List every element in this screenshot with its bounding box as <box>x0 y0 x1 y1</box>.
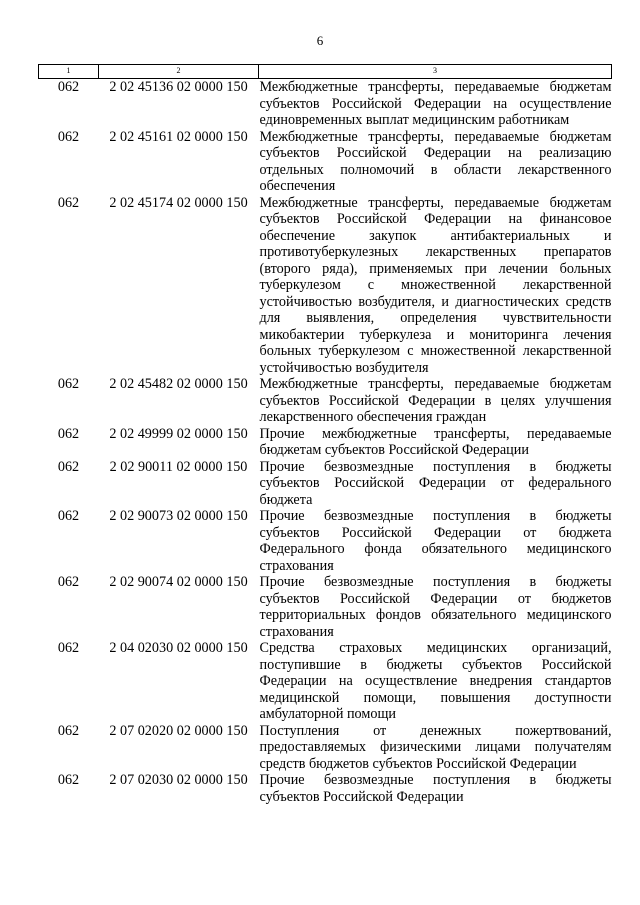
income-name-cell: Поступления от денежных пожертвований, предоставляемых физическими лицами получателям средств бюджетов субъектов Российской Федерации <box>259 722 612 772</box>
column-header-1: 1 <box>39 65 99 79</box>
budget-classification-table <box>38 64 612 805</box>
income-code-cell: 2 02 45482 02 0000 150 <box>109 376 248 392</box>
table-row <box>39 574 612 640</box>
table-row <box>39 426 612 459</box>
admin-code-cell: 062 <box>57 640 80 656</box>
income-name-cell: Прочие безвозмездные поступления в бюджеты субъектов Российской Федерации от бюджетов территориальных фондов обязательного медицинского страхования <box>259 574 612 640</box>
column-header-2: 2 <box>99 65 259 79</box>
table-header <box>39 65 612 79</box>
income-code-cell: 2 02 45174 02 0000 150 <box>109 194 248 211</box>
table-row <box>39 459 612 509</box>
header-row <box>39 65 612 79</box>
admin-code-cell: 062 <box>57 79 80 95</box>
admin-code-cell: 062 <box>57 722 80 739</box>
page-number: 6 <box>316 33 324 48</box>
income-name-cell: Межбюджетные трансферты, передаваемые бюджетам субъектов Российской Федерации на реализацию отдельных полномочий в области лекарственного обеспечения <box>259 128 612 194</box>
income-code-cell: 2 02 49999 02 0000 150 <box>109 425 248 442</box>
table-row <box>39 508 612 574</box>
table-row <box>39 79 612 129</box>
income-name-cell: Межбюджетные трансферты, передаваемые бюджетам субъектов Российской Федерации на финансовое обеспечение закупок антибактериальных и противотуберкулезных лекарственных препаратов (второго ряда), применяемых при лечении больных туберкулезом с множественной лекарственной устойчивостью возбудителя, и диагностических средств для выявления, определения чувствительности микобактерии туберкулеза и мониторинга лечения больных туберкулезом с множественной лекарственной устойчивостью возбудителя <box>259 194 612 376</box>
income-code-cell: 2 02 90074 02 0000 150 <box>109 574 248 590</box>
table-row <box>39 723 612 773</box>
income-name-cell: Средства страховых медицинских организаций, поступившие в бюджеты субъектов Российской Федерации на осуществление внедрения стандартов медицинской помощи, повышения доступности амбулаторной помощи <box>259 640 612 722</box>
table-row <box>39 772 612 805</box>
income-name-cell: Межбюджетные трансферты, передаваемые бюджетам субъектов Российской Федерации в целях улучшения лекарственного обеспечения граждан <box>259 376 612 425</box>
income-code-cell: 2 02 90073 02 0000 150 <box>109 508 248 524</box>
income-code-cell: 2 02 45136 02 0000 150 <box>109 79 248 95</box>
income-name-cell: Прочие безвозмездные поступления в бюджеты субъектов Российской Федерации от бюджета Федерального фонда обязательного медицинского страхования <box>259 508 612 574</box>
admin-code-cell: 062 <box>57 376 80 392</box>
income-code-cell: 2 02 90011 02 0000 150 <box>109 458 248 475</box>
table-row <box>39 195 612 377</box>
admin-code-cell: 062 <box>57 574 80 590</box>
admin-code-cell: 062 <box>57 508 80 524</box>
admin-code-cell: 062 <box>57 458 80 475</box>
table-row <box>39 129 612 195</box>
income-code-cell: 2 07 02030 02 0000 150 <box>109 772 248 788</box>
income-code-cell: 2 02 45161 02 0000 150 <box>109 128 248 145</box>
income-name-cell: Прочие безвозмездные поступления в бюджеты субъектов Российской Федерации <box>259 772 612 805</box>
income-code-cell: 2 07 02020 02 0000 150 <box>109 722 248 739</box>
admin-code-cell: 062 <box>57 772 80 788</box>
income-name-cell: Прочие безвозмездные поступления в бюджеты субъектов Российской Федерации от федерального бюджета <box>259 458 612 508</box>
income-name-cell: Прочие межбюджетные трансферты, передаваемые бюджетам субъектов Российской Федерации <box>259 425 612 458</box>
table-row <box>39 376 612 426</box>
admin-code-cell: 062 <box>57 128 80 145</box>
income-name-cell: Межбюджетные трансферты, передаваемые бюджетам субъектов Российской Федерации на осуществление единовременных выплат медицинским работникам <box>259 79 612 128</box>
income-code-cell: 2 04 02030 02 0000 150 <box>109 640 248 656</box>
table-body <box>39 79 612 806</box>
column-header-3: 3 <box>259 65 612 79</box>
table-row <box>39 640 612 723</box>
admin-code-cell: 062 <box>57 425 80 442</box>
admin-code-cell: 062 <box>57 194 80 211</box>
